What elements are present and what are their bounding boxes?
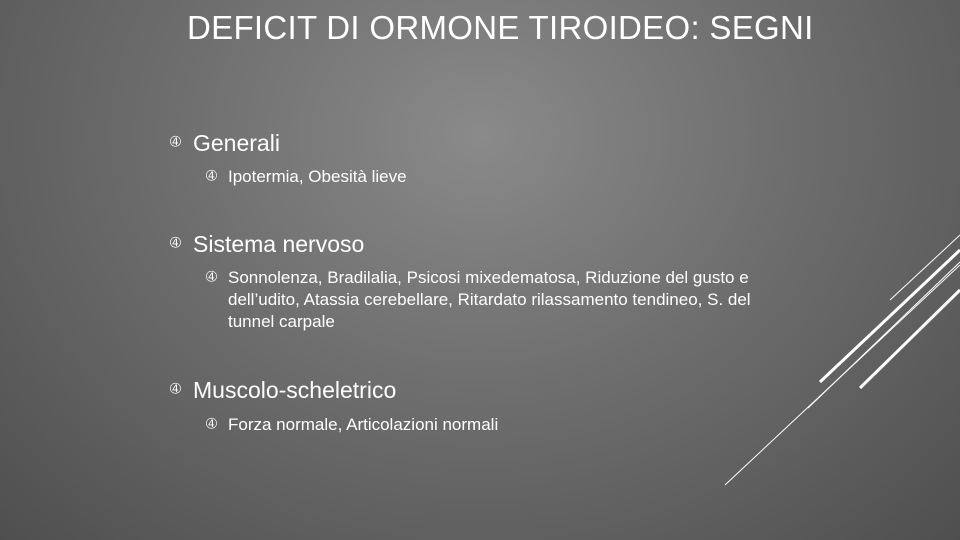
- section-heading-label: Muscolo-scheletrico: [193, 377, 397, 403]
- circled-arrow-icon: ➃: [206, 169, 217, 184]
- circled-arrow-icon: ➃: [170, 135, 181, 150]
- circled-arrow-icon: ➃: [206, 270, 217, 285]
- decor-line: [725, 265, 960, 485]
- list-item-text: Ipotermia, Obesità lieve: [228, 167, 407, 186]
- list-item-text: Forza normale, Articolazioni normali: [228, 415, 499, 434]
- section-heading-label: Sistema nervoso: [193, 231, 365, 257]
- section-heading-label: Generali: [193, 130, 280, 156]
- decor-line: [820, 250, 960, 382]
- slide-title: DEFICIT DI ORMONE TIROIDEO: SEGNI: [187, 9, 814, 46]
- decor-line: [890, 235, 960, 300]
- list-item-text: Sonnolenza, Bradilalia, Psicosi mixedematosa, Riduzione del gusto e dell’udito, Atassia cerebellare, Ritardato rilassamento tendineo, S. del tunnel carpale: [228, 268, 751, 331]
- circled-arrow-icon: ➃: [170, 382, 181, 397]
- circled-arrow-icon: ➃: [206, 417, 217, 432]
- decor-line: [860, 290, 960, 388]
- circled-arrow-icon: ➃: [170, 236, 181, 251]
